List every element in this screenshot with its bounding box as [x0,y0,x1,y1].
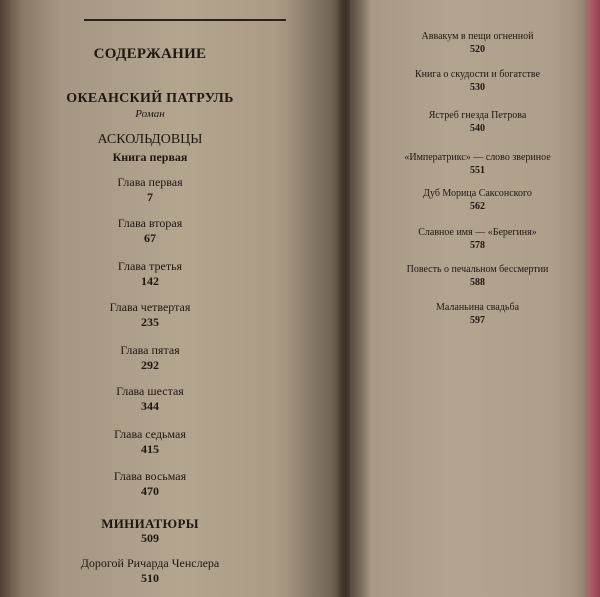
toc-entry [0,469,300,498]
toc-entry-page: 7 [147,190,153,204]
toc-entry [0,427,300,456]
toc-entry-page: 415 [141,442,159,456]
miniatures-page: 509 [141,531,159,545]
contents-title: СОДЕРЖАНИЕ [93,46,207,62]
toc-entry-title: Маланьина свадьба [435,302,520,313]
toc-entry-title: Глава вторая [117,216,183,230]
toc-entry-page: 578 [470,240,485,251]
toc-entry-page: 344 [141,399,159,413]
toc-entry-page: 470 [141,484,159,498]
toc-entry [345,301,600,327]
toc-entry-title: Глава восьмая [113,469,187,483]
part-title: АСКОЛЬДОВЦЫ [97,132,203,147]
toc-entry [0,300,300,329]
right-page [345,0,600,597]
section-title: ОКЕАНСКИЙ ПАТРУЛЬ [66,91,234,106]
section-subtitle: Роман [135,108,165,120]
toc-entry [0,216,300,245]
toc-entry-page: 530 [470,82,485,93]
toc-entry-title: Глава четвертая [109,300,191,314]
toc-entry [345,109,600,135]
toc-entry-title: Глава первая [117,175,183,189]
toc-entry-page: 551 [470,165,485,176]
toc-entry [345,226,600,252]
toc-entry-title: Глава седьмая [114,427,186,441]
toc-entry-page: 67 [144,231,156,245]
toc-entry-page: 562 [470,201,485,212]
toc-entry-title: Глава шестая [116,384,184,398]
toc-entry-page: 597 [470,315,485,326]
toc-entry-title: Книга о скудости и богатстве [414,69,541,80]
toc-entry-page: 142 [141,274,159,288]
toc-entry [0,384,300,413]
toc-entry-page: 235 [141,315,159,329]
toc-entry-title: Дуб Морица Саксонского [423,188,532,199]
toc-entry-title: Аввакум в пещи огненной [421,31,534,42]
toc-entry-title: Глава пятая [120,343,180,357]
header-rule [84,19,286,21]
toc-entry-title: Дорогой Ричарда Ченслера [80,556,220,570]
toc-entry [345,187,600,213]
toc-entry-title: «Императрикс» — слово звериное [404,152,551,163]
toc-entry [0,175,300,204]
toc-entry [345,30,600,56]
toc-entry [345,68,600,94]
toc-entry [0,259,300,288]
toc-entry-page: 520 [470,44,485,55]
toc-entry [0,556,300,585]
toc-entry-page: 588 [470,277,485,288]
miniatures-section [0,516,300,546]
toc-entry [0,343,300,372]
toc-entry [345,151,600,177]
toc-entry-page: 292 [141,358,159,372]
toc-entry-title: Повесть о печальном бессмертии [406,264,549,275]
toc-entry-title: Славное имя — «Берегиня» [418,227,537,238]
toc-entry [345,263,600,289]
toc-entry-page: 510 [141,571,159,585]
toc-entry-page: 540 [470,123,485,134]
toc-entry-title: Глава третья [117,259,183,273]
book-title: Книга первая [112,150,188,164]
miniatures-title: МИНИАТЮРЫ [101,516,199,531]
toc-entry-title: Ястреб гнезда Петрова [428,110,527,121]
